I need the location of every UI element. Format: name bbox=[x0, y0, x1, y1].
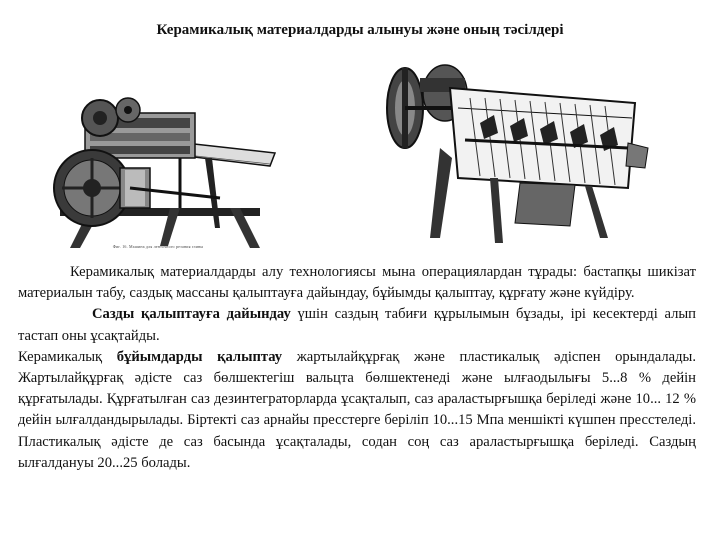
bold-term: Сазды қалыптауға дайындау bbox=[92, 306, 291, 323]
paragraph-text: Керамикалық материалдарды алу технологиясы мына операциялардан тұрады: бастапқы шикізат материалын табу, саздық массаны қалыптауға дайындау, бұйымды қалыптау, құрғату және күйдіру. bbox=[18, 264, 696, 302]
paragraph-forming bbox=[18, 347, 696, 474]
figure-caption: Фиг. 16. Машина для ленточного резания глины bbox=[112, 244, 204, 249]
clay-mixer-illustration bbox=[370, 48, 650, 248]
paragraph-text: үшін саздың табиғи құрылымын бұзады, ірі кесектерді алып тастап оны ұсақтайды. bbox=[18, 306, 696, 344]
bold-term: бұйымдарды қалыптау bbox=[116, 348, 283, 365]
paragraph-text: жартылайқұрғақ және пластикалық әдіспен орындалады. Жартылайқұрғақ әдісте саз бөлшектегіш вальцта бөлшектенеді және ылғаодылығы 5...8 % дейін құрғатылады. Құрғатылған саз дезинтеграторларда ұсақталып, саз араластырғышқа беріледі және 10... 12 % дейін ылғалдандырылады. Біртекті саз арнайы пресстерге беріліп 10...15 Мпа меншікті күшпен пресстеледі. Пластикалық әдісте де саз басында ұсақталады, содан соң саз араластырғышқа беріледі. Саздың ылғалдануы 20...25 болады. bbox=[18, 348, 696, 471]
paragraph-preparation bbox=[18, 304, 696, 346]
body-text bbox=[18, 262, 696, 474]
clay-cutting-machine-illustration bbox=[30, 58, 280, 256]
page-title: Керамикалық материалдарды алынуы және оның тәсілдері bbox=[156, 22, 564, 38]
paragraph-intro bbox=[18, 262, 696, 304]
paragraph-prefix: Керамикалық bbox=[18, 348, 117, 365]
